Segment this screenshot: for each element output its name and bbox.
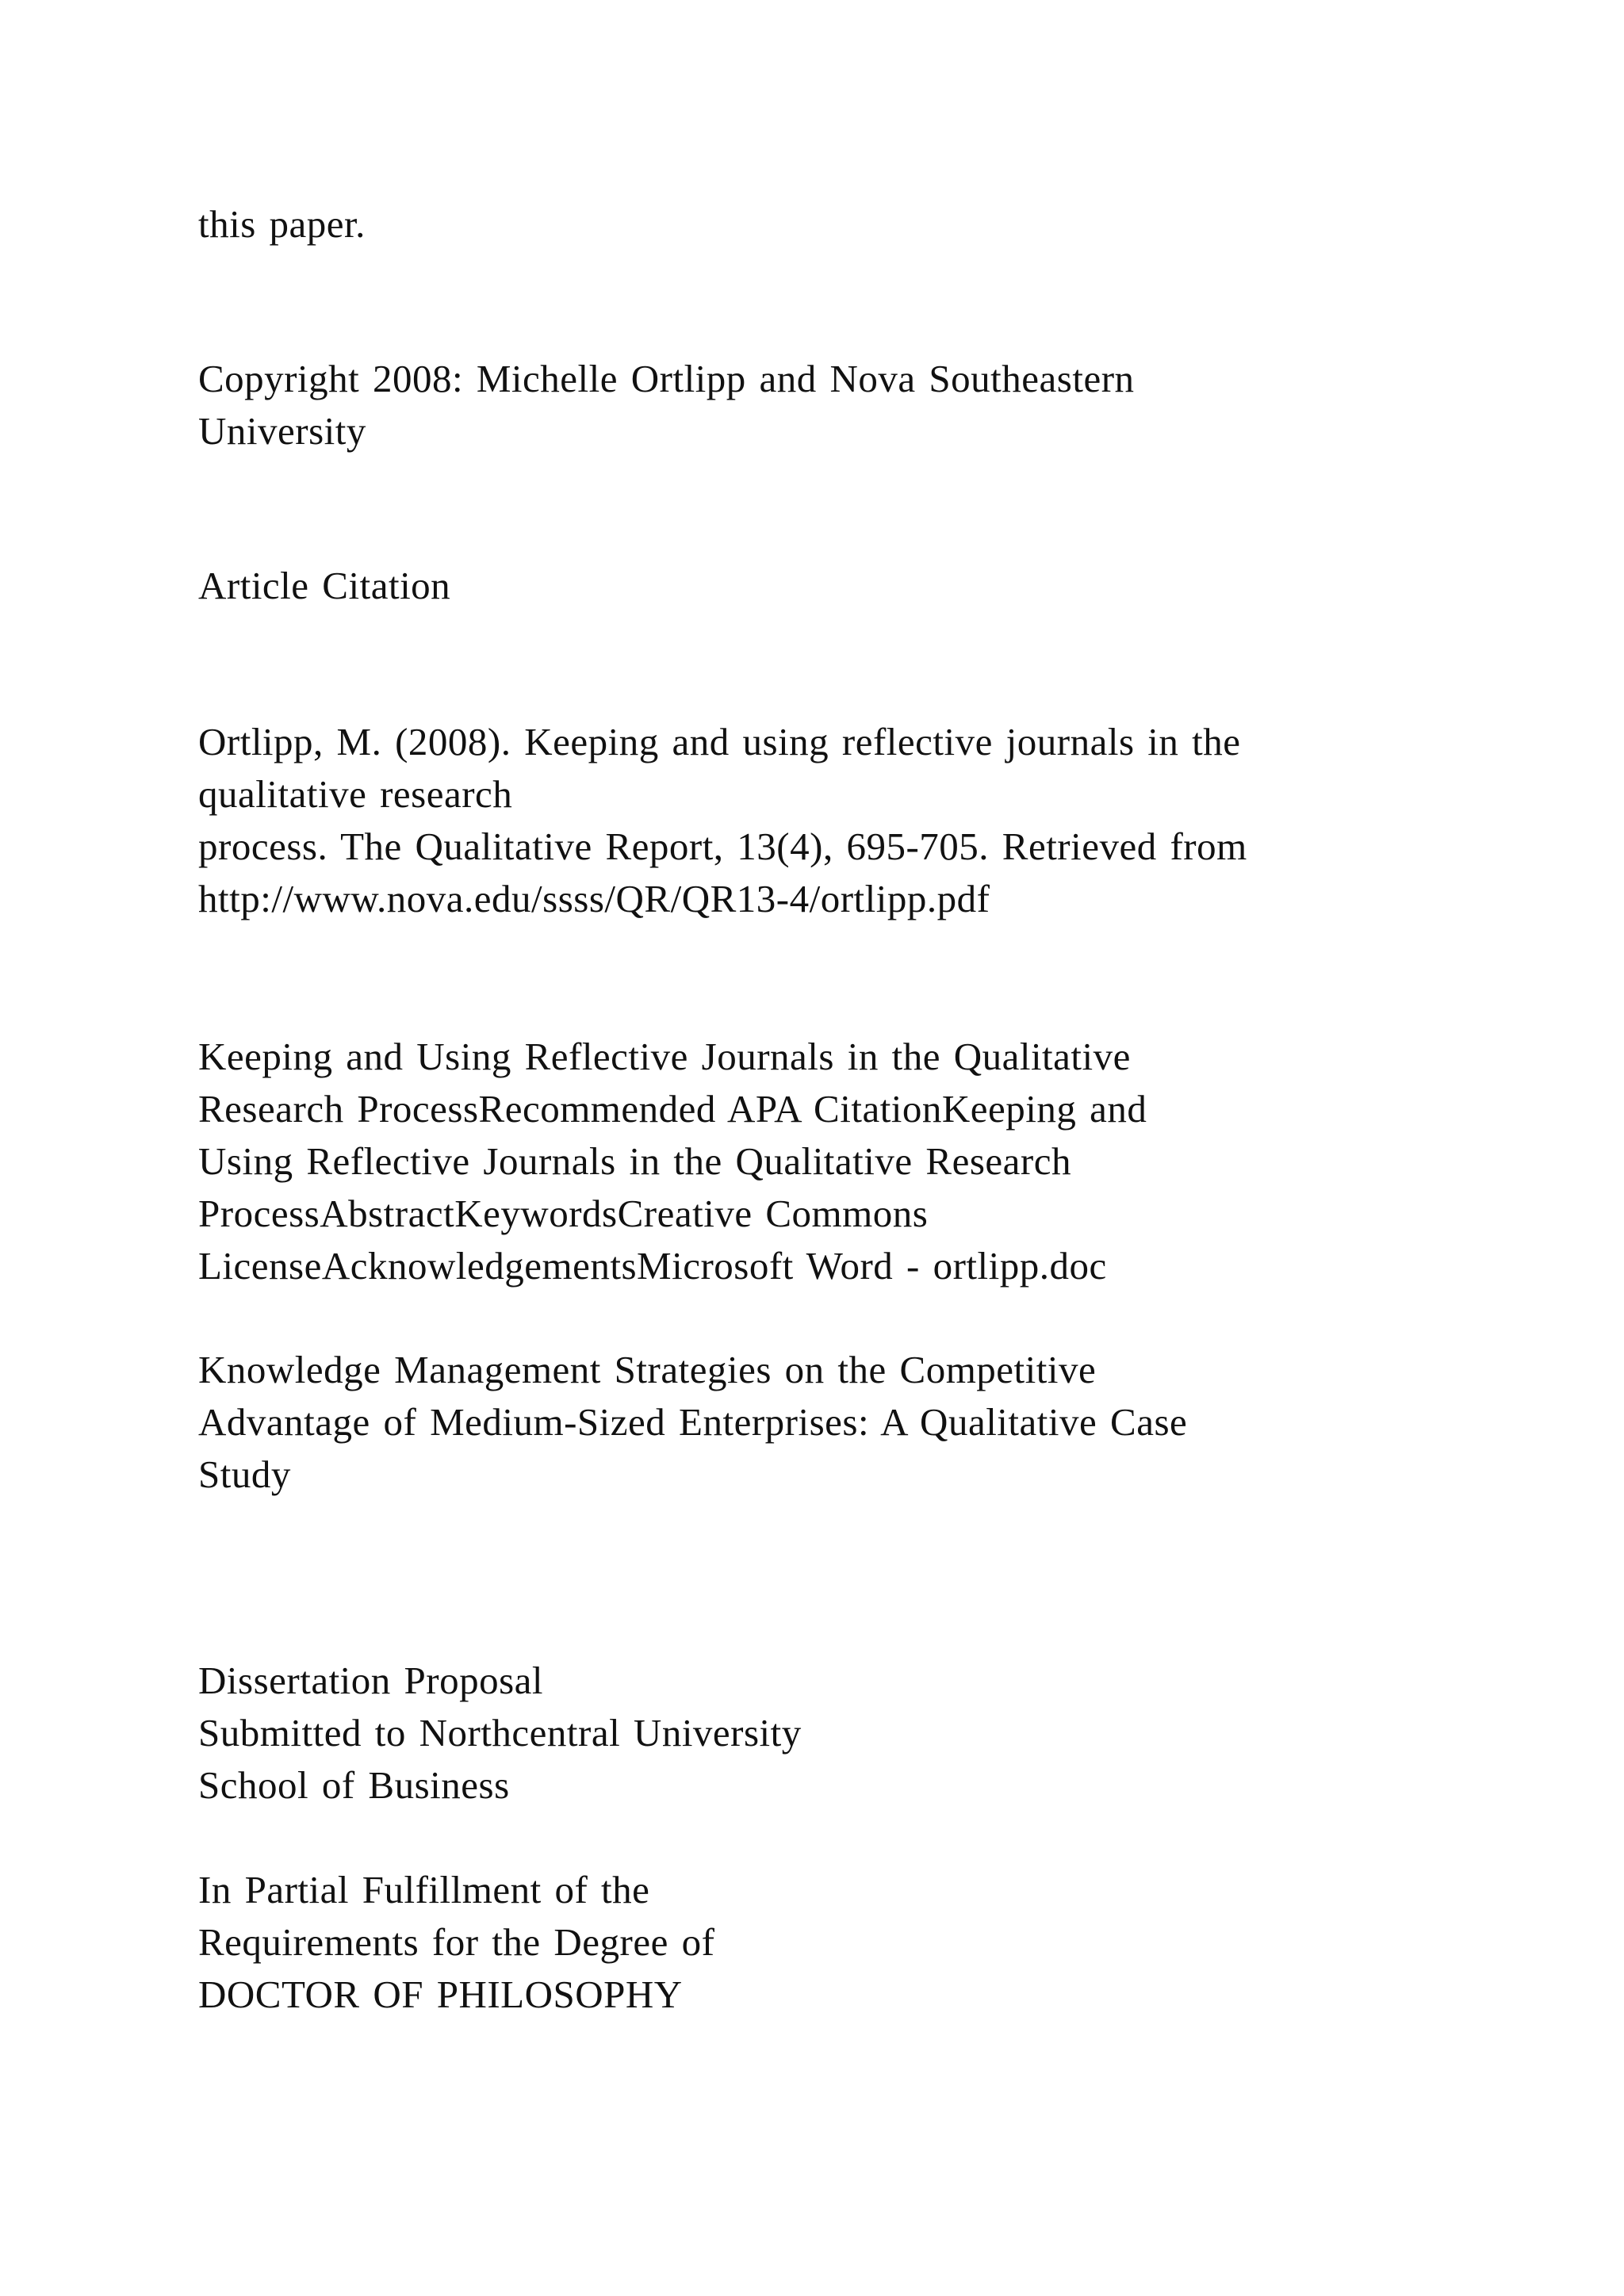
proposal-title-line: Knowledge Management Strategies on the Competitive [198, 1348, 1097, 1391]
copyright-line: Copyright 2008: Michelle Ortlipp and Nova Southeastern [198, 357, 1135, 400]
submission-line: School of Business [198, 1763, 510, 1807]
degree-line: DOCTOR OF PHILOSOPHY [198, 1973, 683, 2016]
citation-heading: Article Citation [198, 564, 451, 607]
submission-line: Submitted to Northcentral University [198, 1711, 802, 1755]
proposal-title-line: Advantage of Medium-Sized Enterprises: A Qualitative Case [198, 1400, 1188, 1444]
copyright-line: University [198, 409, 366, 453]
citation-line: Ortlipp, M. (2008). Keeping and using reflective journals in the [198, 720, 1241, 763]
citation-url-line: http://www.nova.edu/ssss/QR/QR13-4/ortlipp.pdf [198, 877, 990, 920]
toc-run-line: LicenseAcknowledgementsMicrosoft Word - ortlipp.doc [198, 1244, 1107, 1288]
toc-run-line: Keeping and Using Reflective Journals in the Qualitative [198, 1035, 1131, 1078]
toc-run-line: Research ProcessRecommended APA CitationKeeping and [198, 1087, 1147, 1131]
toc-run-line: ProcessAbstractKeywordsCreative Commons [198, 1192, 929, 1235]
fulfillment-line: Requirements for the Degree of [198, 1920, 715, 1964]
citation-line: process. The Qualitative Report, 13(4), 695-705. Retrieved from [198, 825, 1247, 868]
toc-run-line: Using Reflective Journals in the Qualitative Research [198, 1139, 1071, 1183]
proposal-title-line: Study [198, 1452, 291, 1496]
citation-line: qualitative research [198, 772, 513, 816]
fulfillment-line: In Partial Fulfillment of the [198, 1868, 650, 1911]
submission-line: Dissertation Proposal [198, 1659, 544, 1702]
intro-fragment-line: this paper. [198, 202, 366, 246]
